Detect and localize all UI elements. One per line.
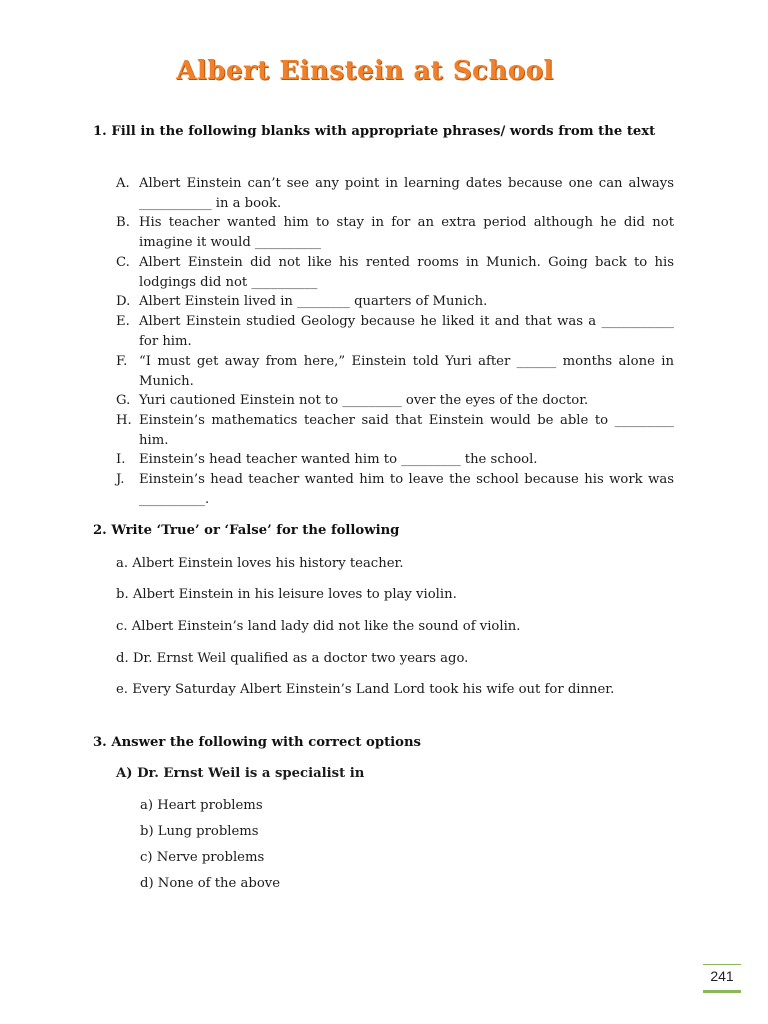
page-number-top-rule [703,964,741,965]
item-text: Albert Einstein did not like his rented rooms in Munich. Going back to his lodgings did not __________ [139,255,674,290]
list-item [116,174,674,213]
item-label: J. [116,472,125,487]
item-label: A. [116,176,130,191]
list-item [116,391,674,411]
page-number: 241 [710,968,734,984]
option-item: d) None of the above [140,876,281,891]
list-item [116,312,674,351]
item-text: Einstein’s head teacher wanted him to leave the school because his work was __________. [139,472,674,507]
item-text: Albert Einstein studied Geology because he liked it and that was a ___________ for him. [139,314,674,349]
item-label: E. [116,314,130,329]
list-item: b. Albert Einstein in his leisure loves to play violin. [116,587,457,602]
section1-heading: 1. Fill in the following blanks with appropriate phrases/ words from the text [93,124,656,139]
item-text: “I must get away from here,” Einstein told Yuri after ______ months alone in Munich. [139,354,674,389]
item-text: Einstein’s mathematics teacher said that Einstein would be able to _________ him. [139,413,674,448]
list-item: c. Albert Einstein’s land lady did not like the sound of violin. [116,619,521,634]
list-item [116,352,674,391]
item-label: I. [116,452,126,467]
list-item [116,292,674,312]
list-item [116,450,674,470]
list-item [116,213,674,252]
item-text: Einstein’s head teacher wanted him to _________ the school. [139,452,538,467]
item-label: B. [116,215,130,230]
list-item: d. Dr. Ernst Weil qualified as a doctor two years ago. [116,651,469,666]
section2-heading: 2. Write ‘True’ or ‘False’ for the following [93,523,400,538]
item-text: Albert Einstein lived in ________ quarters of Munich. [139,294,488,309]
item-text: Albert Einstein can’t see any point in learning dates because one can always ___________ in a book. [139,176,674,211]
question-heading: A) Dr. Ernst Weil is a specialist in [116,766,365,781]
item-text: Yuri cautioned Einstein not to _________ over the eyes of the doctor. [139,393,589,408]
section3-heading: 3. Answer the following with correct options [93,735,421,750]
item-text: His teacher wanted him to stay in for an extra period although he did not imagine it would __________ [139,215,674,250]
item-label: G. [116,393,131,408]
option-item: c) Nerve problems [140,850,265,865]
item-label: D. [116,294,131,309]
item-label: C. [116,255,130,270]
list-item: e. Every Saturday Albert Einstein’s Land Lord took his wife out for dinner. [116,682,615,697]
list-item [116,411,674,450]
page-number-bottom-rule [703,990,741,993]
item-label: F. [116,354,128,369]
item-label: H. [116,413,132,428]
option-item: b) Lung problems [140,824,259,839]
page-title: Albert Einstein at School [176,56,554,86]
option-item: a) Heart problems [140,798,263,813]
list-item [116,470,674,509]
list-item [116,253,674,292]
list-item: a. Albert Einstein loves his history teacher. [116,556,404,571]
